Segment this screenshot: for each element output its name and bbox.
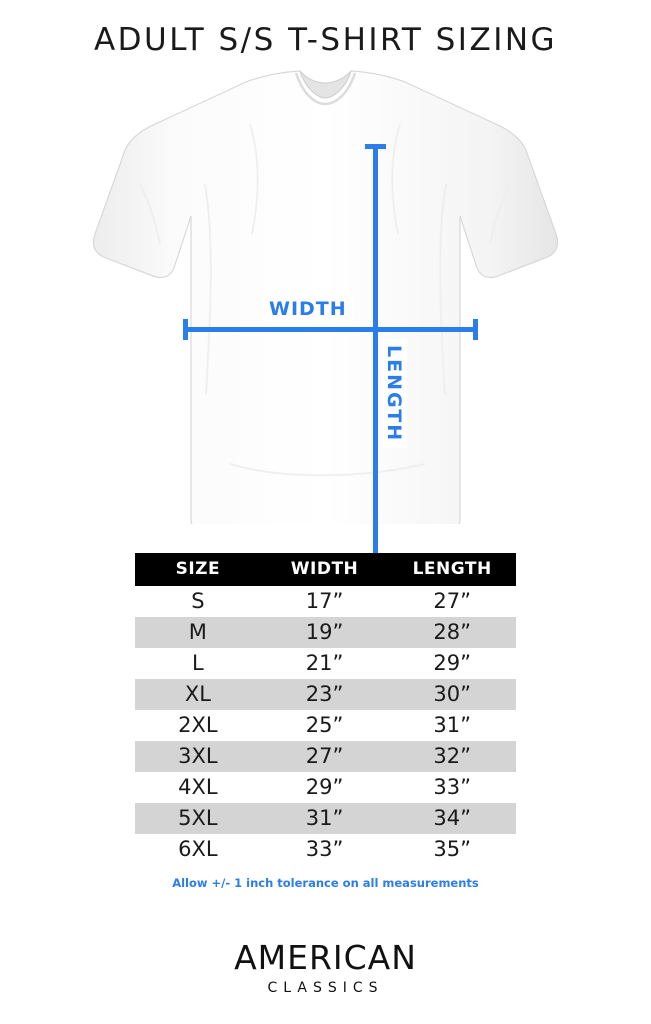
cell-size: S xyxy=(135,586,261,617)
table-row xyxy=(135,772,516,803)
cell-length: 34” xyxy=(388,803,516,834)
cell-length: 32” xyxy=(388,741,516,772)
header-width: WIDTH xyxy=(261,553,389,586)
cell-length: 29” xyxy=(388,648,516,679)
table-row xyxy=(135,617,516,648)
tshirt-illustration xyxy=(0,64,651,524)
cell-size: 5XL xyxy=(135,803,261,834)
cell-width: 33” xyxy=(261,834,389,865)
cell-size: XL xyxy=(135,679,261,710)
tshirt-diagram xyxy=(0,64,651,524)
cell-length: 33” xyxy=(388,772,516,803)
cell-size: 2XL xyxy=(135,710,261,741)
table-row xyxy=(135,648,516,679)
cell-length: 27” xyxy=(388,586,516,617)
table-row xyxy=(135,803,516,834)
tolerance-note: Allow +/- 1 inch tolerance on all measurements xyxy=(172,876,479,890)
cell-length: 35” xyxy=(388,834,516,865)
cell-length: 28” xyxy=(388,617,516,648)
cell-width: 19” xyxy=(261,617,389,648)
brand-subtitle: CLASSICS xyxy=(267,980,384,996)
length-measurement-line xyxy=(373,144,378,604)
width-label: WIDTH xyxy=(263,296,353,322)
header-length: LENGTH xyxy=(388,553,516,586)
cell-size: 4XL xyxy=(135,772,261,803)
cell-size: 3XL xyxy=(135,741,261,772)
table-row xyxy=(135,679,516,710)
cell-width: 25” xyxy=(261,710,389,741)
table-row xyxy=(135,834,516,865)
length-label: LENGTH xyxy=(381,339,407,448)
cell-width: 29” xyxy=(261,772,389,803)
cell-length: 31” xyxy=(388,710,516,741)
cell-width: 17” xyxy=(261,586,389,617)
brand-name: AMERICAN xyxy=(234,938,417,977)
size-chart xyxy=(135,553,516,890)
cell-width: 21” xyxy=(261,648,389,679)
cell-size: L xyxy=(135,648,261,679)
cell-width: 23” xyxy=(261,679,389,710)
cell-width: 31” xyxy=(261,803,389,834)
cell-length: 30” xyxy=(388,679,516,710)
table-row xyxy=(135,741,516,772)
cell-size: 6XL xyxy=(135,834,261,865)
size-table xyxy=(135,553,516,865)
page-title: ADULT S/S T-SHIRT SIZING xyxy=(93,22,558,58)
cell-width: 27” xyxy=(261,741,389,772)
table-header-row xyxy=(135,553,516,586)
table-row xyxy=(135,710,516,741)
header-size: SIZE xyxy=(135,553,261,586)
brand-logo xyxy=(0,938,651,996)
table-row xyxy=(135,586,516,617)
width-measurement-line xyxy=(183,327,478,332)
cell-size: M xyxy=(135,617,261,648)
